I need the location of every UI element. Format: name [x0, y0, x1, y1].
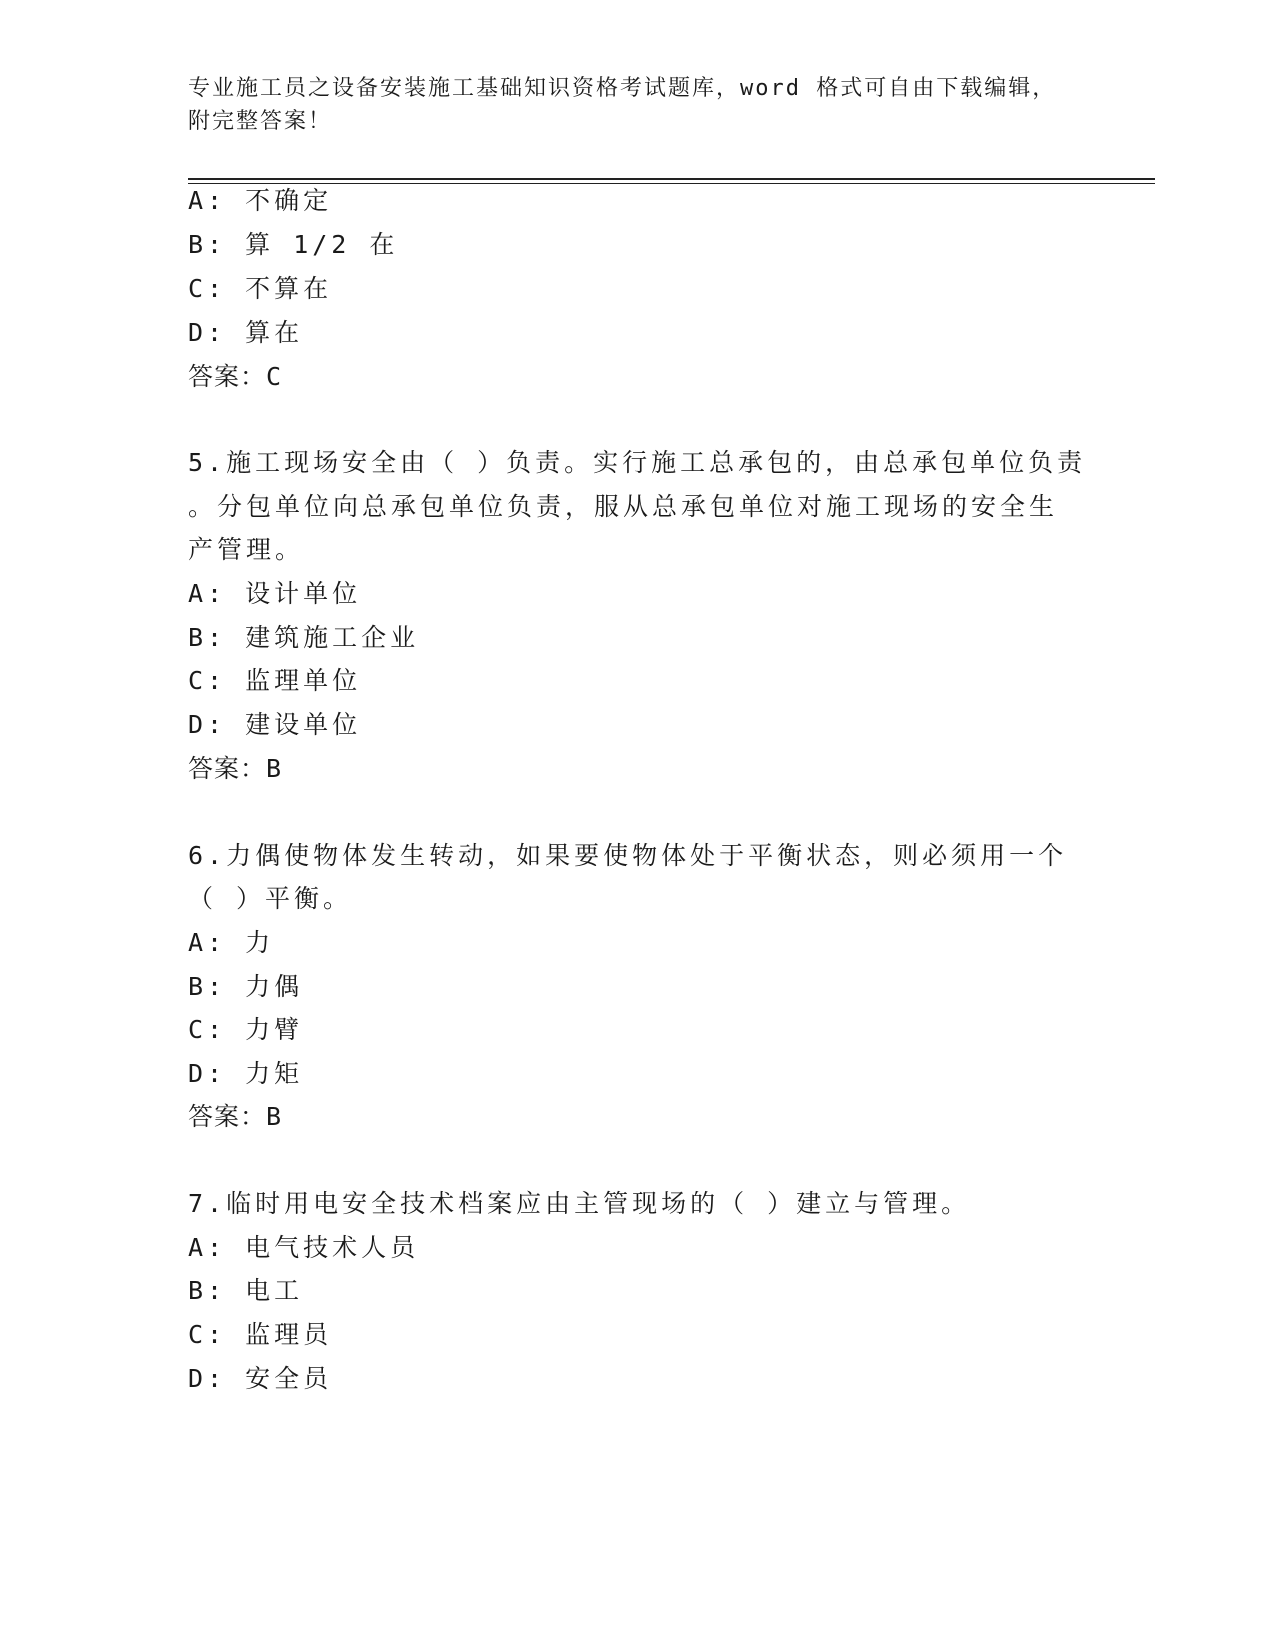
- header-line-1: 专业施工员之设备安装施工基础知识资格考试题库，word 格式可自由下载编辑，: [188, 76, 1057, 101]
- q5-option-b: B: 建筑施工企业: [188, 623, 420, 652]
- q6-answer: 答案：B: [188, 1102, 283, 1131]
- q4-option-a: A: 不确定: [188, 186, 333, 215]
- q4-answer: 答案：C: [188, 362, 283, 391]
- q5-stem-line-3: 产管理。: [188, 535, 305, 564]
- q4-option-c: C: 不算在: [188, 274, 333, 303]
- q6-option-a: A: 力: [188, 928, 275, 957]
- q6-option-d: D: 力矩: [188, 1059, 304, 1088]
- header-divider-thin: [188, 183, 1155, 184]
- document-header: [188, 72, 1088, 138]
- q7-option-b: B: 电工: [188, 1276, 304, 1305]
- q6-stem-line-1: 6.力偶使物体发生转动，如果要使物体处于平衡状态，则必须用一个: [188, 841, 1068, 870]
- q7-option-d: D: 安全员: [188, 1364, 333, 1393]
- q6-option-c: C: 力臂: [188, 1015, 304, 1044]
- q6-option-b: B: 力偶: [188, 972, 304, 1001]
- q7-stem-line-1: 7.临时用电安全技术档案应由主管现场的（ ）建立与管理。: [188, 1189, 971, 1218]
- q7-option-c: C: 监理员: [188, 1320, 333, 1349]
- q7-option-a: A: 电气技术人员: [188, 1233, 420, 1262]
- q5-stem-line-2: 。分包单位向总承包单位负责，服从总承包单位对施工现场的安全生: [188, 492, 1059, 521]
- q5-option-c: C: 监理单位: [188, 666, 362, 695]
- q5-answer: 答案：B: [188, 754, 283, 783]
- q6-stem-line-2: （ ）平衡。: [188, 884, 353, 913]
- q5-option-a: A: 设计单位: [188, 579, 362, 608]
- q4-option-d: D: 算在: [188, 318, 304, 347]
- header-divider: [188, 178, 1155, 180]
- q5-option-d: D: 建设单位: [188, 710, 362, 739]
- q4-option-b: B: 算 1/2 在: [188, 230, 399, 259]
- header-line-2: 附完整答案！: [188, 109, 333, 134]
- q5-stem-line-1: 5.施工现场安全由（ ）负责。实行施工总承包的，由总承包单位负责: [188, 448, 1087, 477]
